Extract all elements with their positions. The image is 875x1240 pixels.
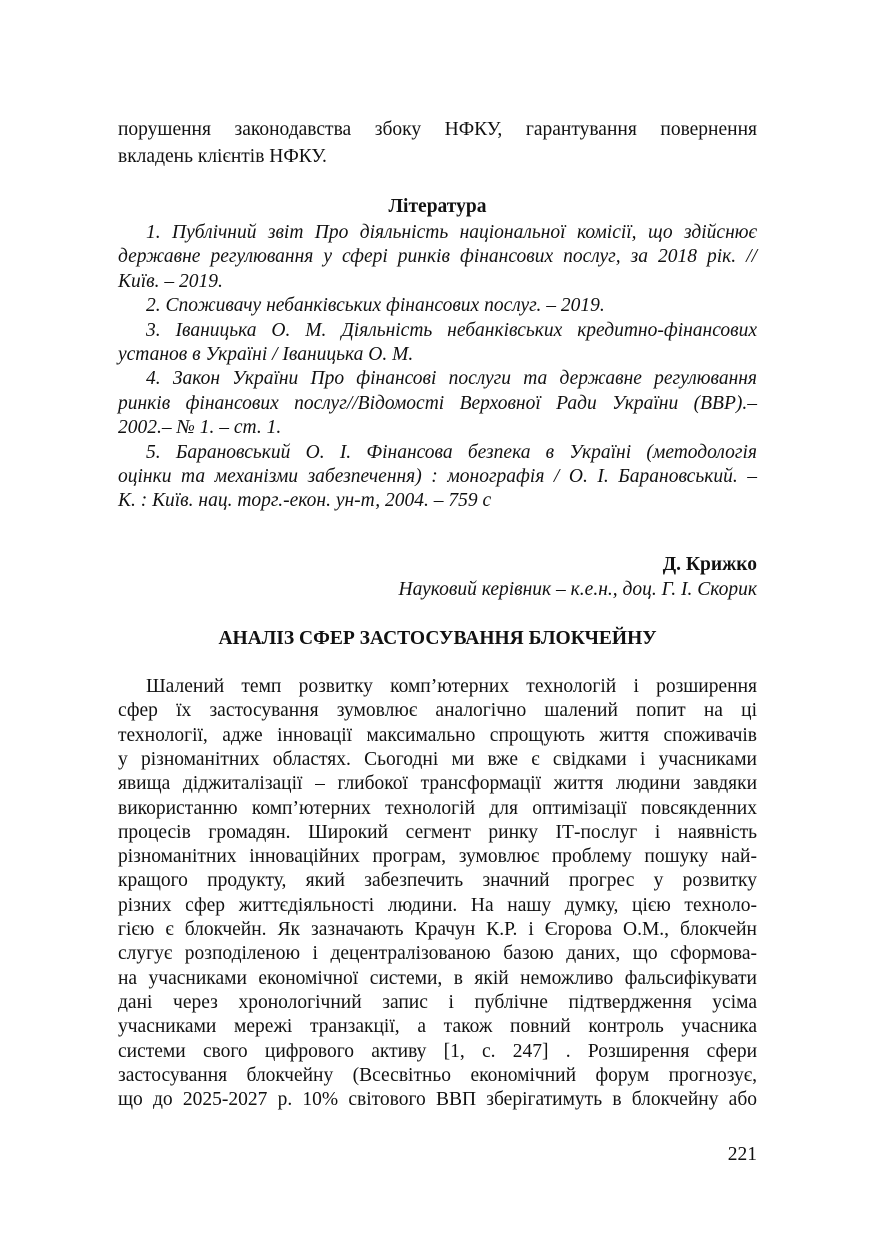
reference-item-line: 5. Барановський О. І. Фінансова безпека в Україні (методологія <box>146 441 757 463</box>
body-text-line: гією є блокчейн. Як зазначають Крачун К.Р. і Єгорова О.М., блокчейн <box>118 919 757 940</box>
intro-line: вкладень клієнтів НФКУ. <box>118 146 327 167</box>
body-text-line: використанню комп’ютерних технологій для оптимізації повсякденних <box>118 797 757 819</box>
body-text-line: застосування блокчейну (Всесвітньо економічний форум прогнозує, <box>118 1064 757 1086</box>
body-text-line: різних сфер життєдіяльності людини. На нашу думку, цією техноло- <box>118 894 757 916</box>
article-title: АНАЛІЗ СФЕР ЗАСТОСУВАННЯ БЛОКЧЕЙНУ <box>218 628 657 649</box>
body-text-line: явища діджиталізації – глибокої трансформації життя людини завдяки <box>118 773 757 795</box>
body-text-line: процесів громадян. Широкий сегмент ринку ІТ-послуг і наявність <box>118 821 757 843</box>
body-text-line: що до 2025-2027 р. 10% світового ВВП зберігатимуть в блокчейну або <box>118 1089 757 1111</box>
reference-item-line: 3. Іваницька О. М. Діяльність небанківських кредитно-фінансових <box>146 319 757 341</box>
reference-item-line: Київ. – 2019. <box>118 270 223 292</box>
reference-item-line: 4. Закон України Про фінансові послуги та державне регулювання <box>146 368 757 390</box>
reference-item-line: 1. Публічний звіт Про діяльність національної комісії, що здійснює <box>146 222 757 243</box>
body-text-line: системи свого цифрового активу [1, с. 247] . Розширення сфери <box>118 1040 757 1062</box>
body-text-line: на учасниками економічної системи, в якій неможливо фальсифікувати <box>118 967 757 989</box>
reference-item-line: установ в Україні / Іваницька О. М. <box>118 344 414 365</box>
reference-item-line: К. : Київ. нац. торг.-екон. ун-т, 2004. – 759 с <box>118 490 492 512</box>
references-heading: Література <box>388 196 487 217</box>
supervisor-line: Науковий керівник – к.е.н., доц. Г. І. Скорик <box>398 579 757 600</box>
reference-item-line: 2002.– № 1. – ст. 1. <box>118 417 282 439</box>
reference-item-line: оцінки та механізми забезпечення) : монографія / О. І. Барановський. – <box>118 466 757 487</box>
body-text-line: сфер їх застосування зумовлює аналогічно шалений попит на ці <box>118 700 757 722</box>
intro-line: порушення законодавства збоку НФКУ, гарантування повернення <box>118 119 757 140</box>
body-text-line: технології, адже інновації максимально спрощують життя споживачів <box>118 724 757 746</box>
reference-item-line: 2. Споживачу небанківських фінансових послуг. – 2019. <box>146 295 605 317</box>
body-text-line: різноманітних інноваційних програм, зумовлює проблему пошуку най- <box>118 846 757 868</box>
reference-item-line: державне регулювання у сфері ринків фінансових послуг, за 2018 рік. // <box>118 246 757 268</box>
author-name: Д. Крижко <box>662 554 757 575</box>
body-text-line: слугує розподіленою і децентралізованою базою даних, що сформова- <box>118 943 757 965</box>
body-text-line: учасниками мережі транзакції, а також повний контроль учасника <box>118 1016 757 1038</box>
body-text-line: кращого продукту, який забезпечить значний прогрес у розвитку <box>118 870 757 892</box>
page-number: 221 <box>727 1144 757 1165</box>
body-text-line: Шалений темп розвитку комп’ютерних технологій і розширення <box>146 676 757 697</box>
body-text-line: у різноманітних областях. Сьогодні ми вже є свідками і учасниками <box>118 748 757 770</box>
reference-item-line: ринків фінансових послуг//Відомості Верховної Ради України (ВВР).– <box>118 392 757 414</box>
body-text-line: дані через хронологічний запис і публічне підтвердження усіма <box>118 991 757 1013</box>
